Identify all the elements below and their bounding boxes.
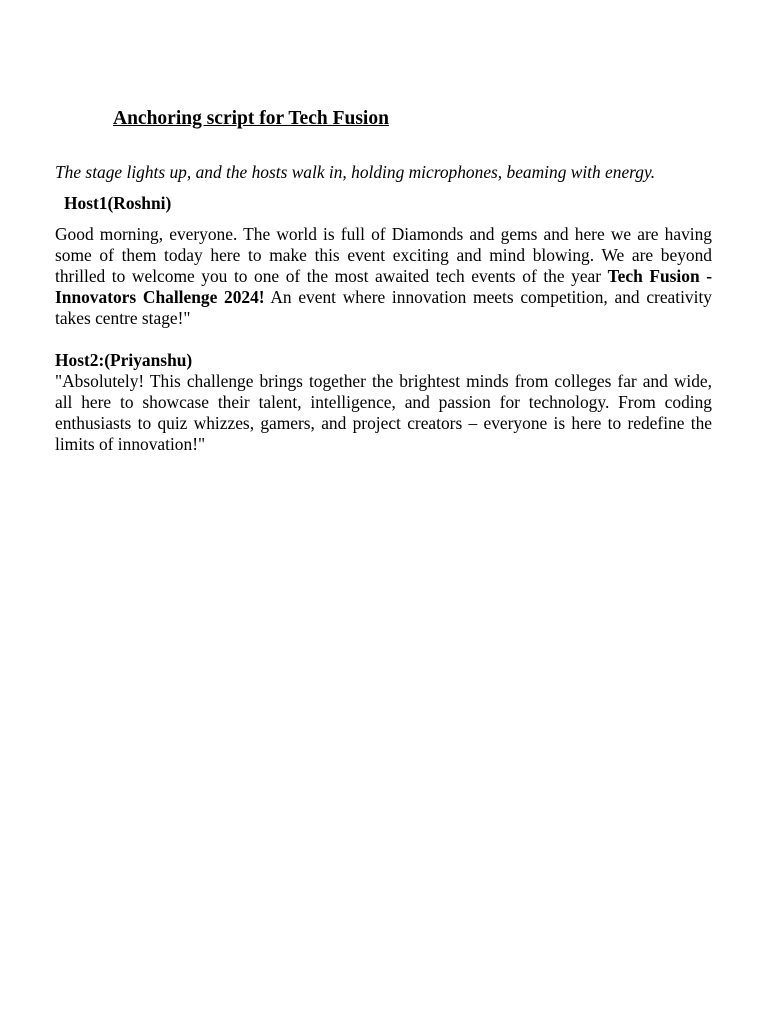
host1-heading: Host1(Roshni): [64, 193, 172, 213]
stage-direction: The stage lights up, and the hosts walk in, holding microphones, beaming with energy.: [55, 162, 656, 182]
host2-paragraph: "Absolutely! This challenge brings together the brightest minds from colleges far and wide, all here to showcase their talent, intelligence, and passion for technology. From coding enthusiasts to quiz whizzes, gamers, and project creators – everyone is here to redefine the limits of innovation!": [55, 371, 712, 454]
host1-text-after: An event where innovation meets competition, and creativity takes centre stage!": [55, 287, 712, 328]
host1-paragraph: [55, 224, 712, 329]
host1-text-before: Good morning, everyone. The world is full of Diamonds and gems and here we are having some of them today here to make this event exciting and mind blowing. We are beyond thrilled to welcome you to one of the most awaited tech events of the year: [55, 224, 712, 286]
document-title: Anchoring script for Tech Fusion: [113, 108, 389, 129]
host2-section: [55, 350, 712, 455]
event-name: Tech Fusion - Innovators Challenge 2024!: [55, 266, 712, 307]
host2-heading: Host2:(Priyanshu): [55, 350, 193, 370]
